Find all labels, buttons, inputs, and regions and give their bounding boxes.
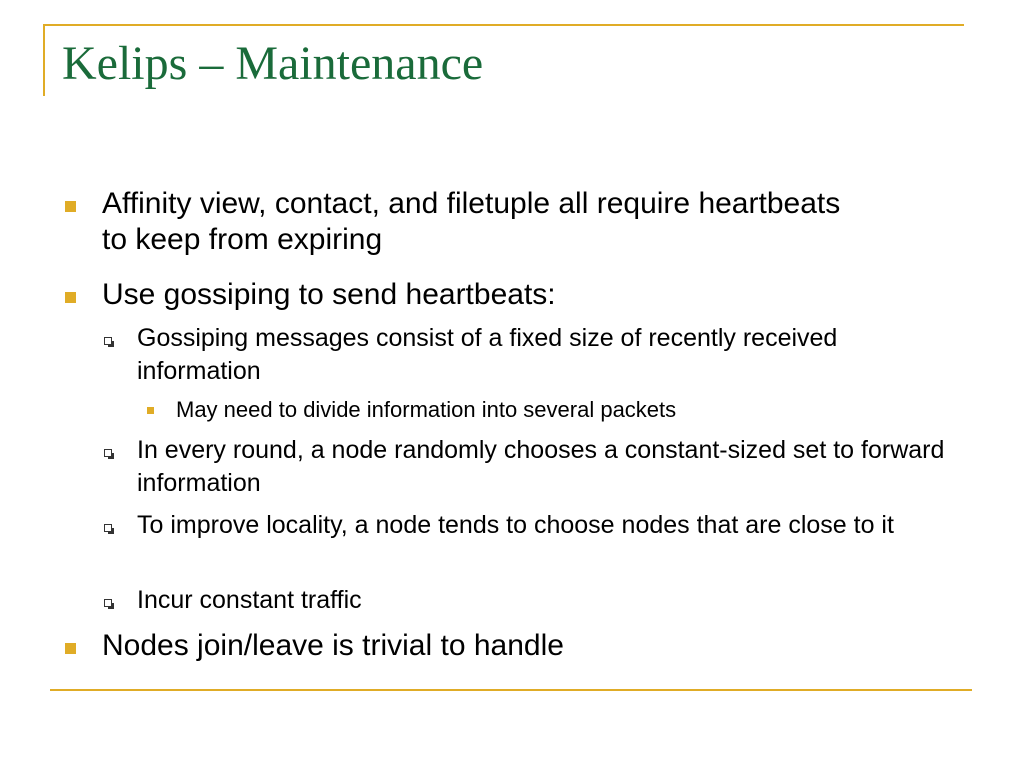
bullet-text: To improve locality, a node tends to choose nodes that are close to it bbox=[137, 511, 894, 539]
bullet-text: Affinity view, contact, and filetuple all require heartbeats to keep from expiring bbox=[102, 187, 841, 256]
bullet-text: Gossiping messages consist of a fixed size of recently received information bbox=[137, 324, 838, 385]
slide-title: Kelips – Maintenance bbox=[62, 37, 484, 90]
bullet-text: Nodes join/leave is trivial to handle bbox=[102, 629, 564, 662]
hollow-square-bullet-icon bbox=[104, 524, 112, 532]
frame-bottom-rule bbox=[50, 689, 972, 691]
hollow-square-bullet-icon bbox=[104, 599, 112, 607]
filled-square-bullet-icon bbox=[65, 201, 76, 212]
filled-square-bullet-icon bbox=[65, 292, 76, 303]
bullet-text: May need to divide information into several packets bbox=[176, 397, 677, 422]
filled-square-bullet-icon bbox=[65, 643, 76, 654]
bullet-text: Incur constant traffic bbox=[137, 586, 362, 614]
bullet-text: Use gossiping to send heartbeats: bbox=[102, 278, 556, 311]
hollow-square-bullet-icon bbox=[104, 449, 112, 457]
bullet-text: In every round, a node randomly chooses a constant-sized set to forward information bbox=[137, 436, 945, 497]
hollow-square-bullet-icon bbox=[104, 337, 112, 345]
filled-square-bullet-icon bbox=[147, 407, 154, 414]
